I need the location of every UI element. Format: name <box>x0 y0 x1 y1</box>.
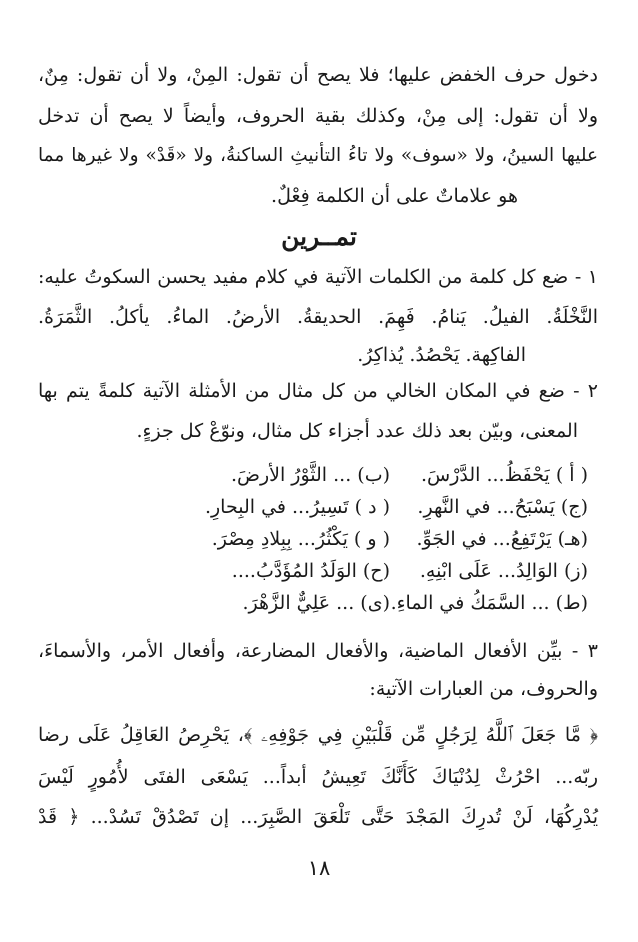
exercise-1-line: الفاكِهة. يَحْصُدُ. يُذاكِرُ. <box>357 344 526 366</box>
exercise-2 <box>38 376 598 626</box>
intro-line: ولا أن تقول: إلى مِنْ، وكذلك بقية الحروف، وأيضاً لا يصح أن تدخل <box>38 105 598 127</box>
exercise-3-line: ﴿ مَّا جَعَلَ ٱللَّهُ لِرَجُلٍ مِّن قَلْبَيْنِ فِي جَوْفِهِۦ ﴾، يَحْرِصُ العَاقِلُ عَلَى رضا <box>38 724 598 746</box>
exercise-title: تمــرين <box>281 222 357 251</box>
exercise-2-item: (ز) الوَالِدُ... عَلَى ابْنِهِ. <box>419 560 588 582</box>
exercise-2-item: (هـ) يَرْتَفِعُ... في الجَوِّ. <box>416 528 588 550</box>
exercise-3-line: والحروف، من العبارات الآتية: <box>369 678 598 700</box>
exercise-2-item: ( د ) تَسِيرُ... في البِحارِ. <box>204 496 390 518</box>
exercise-2-line: ٢ - ضع في المكان الخالي من كل مثال من الأمثلة الآتية كلمةً يتم بها <box>38 380 598 402</box>
exercise-1-line: النَّخْلَةُ. الفيلُ. يَنامُ. فَهِمَ. الحديقةُ. الأرضُ. الماءُ. يأكلُ. الثَّمَرَةُ. <box>38 306 598 328</box>
exercise-3-line: يُدْرِكُهَا، لَنْ تُدرِكَ المَجْدَ حَتَّى تَلْعَقَ الصَّبِرَ... إن تَصْدُقْ تَسُدْ... ﴿ قَدْ <box>38 806 598 828</box>
exercise-2-line: المعنى، وبيّن بعد ذلك عدد أجزاء كل مثال، ونوّعْ كل جزءٍ. <box>136 420 578 442</box>
exercise-2-item: (ح) الوَلَدُ المُؤَدَّبُ.... <box>231 560 390 582</box>
exercise-2-item: (ب) ... الثَّوْرُ الأرضَ. <box>230 464 390 486</box>
exercise-2-item: (ى) ... عَلِيٌّ الزَّهْرَ. <box>242 592 390 614</box>
exercise-3 <box>38 636 598 846</box>
intro-line: هو علاماتٌ على أن الكلمة فِعْلٌ. <box>271 185 518 207</box>
exercise-2-item: ( أ ) يَحْفَظُ... الدَّرْسَ. <box>420 464 588 486</box>
exercise-3-line: ربّه... احْرُثْ لِدُنْيَاكَ كَأَنَّكَ تَعِيشُ أبداً... يَسْعَى الفتَى لأُمُورٍ لَيْسَ <box>38 766 598 788</box>
intro-line: عليها السينُ، ولا «سوف» ولا تاءُ التأنيثِ الساكنةُ، ولا «قَدْ» ولا غيرها مما <box>38 145 598 166</box>
page-number: ١٨ <box>307 856 331 880</box>
exercise-2-item: (ج) يَسْبَحُ... في النَّهرِ. <box>417 496 588 518</box>
intro-line: دخول حرف الخفض عليها؛ فلا يصح أن تقول: المِنْ، ولا أن تقول: مِنٌ، <box>38 64 598 86</box>
exercise-1-line: ١ - ضع كل كلمة من الكلمات الآتية في كلام مفيد يحسن السكوتُ عليه: <box>38 266 598 288</box>
exercise-1 <box>38 262 598 366</box>
exercise-2-item: ( و ) يَكْثُرُ... بِبِلادِ مِصْرَ. <box>211 528 390 550</box>
intro-paragraph <box>38 60 598 207</box>
exercise-3-line: ٣ - بيِّن الأفعال الماضية، والأفعال المضارعة، وأفعال الأمر، والأسماءَ، <box>38 640 598 662</box>
exercise-2-item: (ط) ... السَّمَكُ في الماءِ. <box>390 592 588 614</box>
